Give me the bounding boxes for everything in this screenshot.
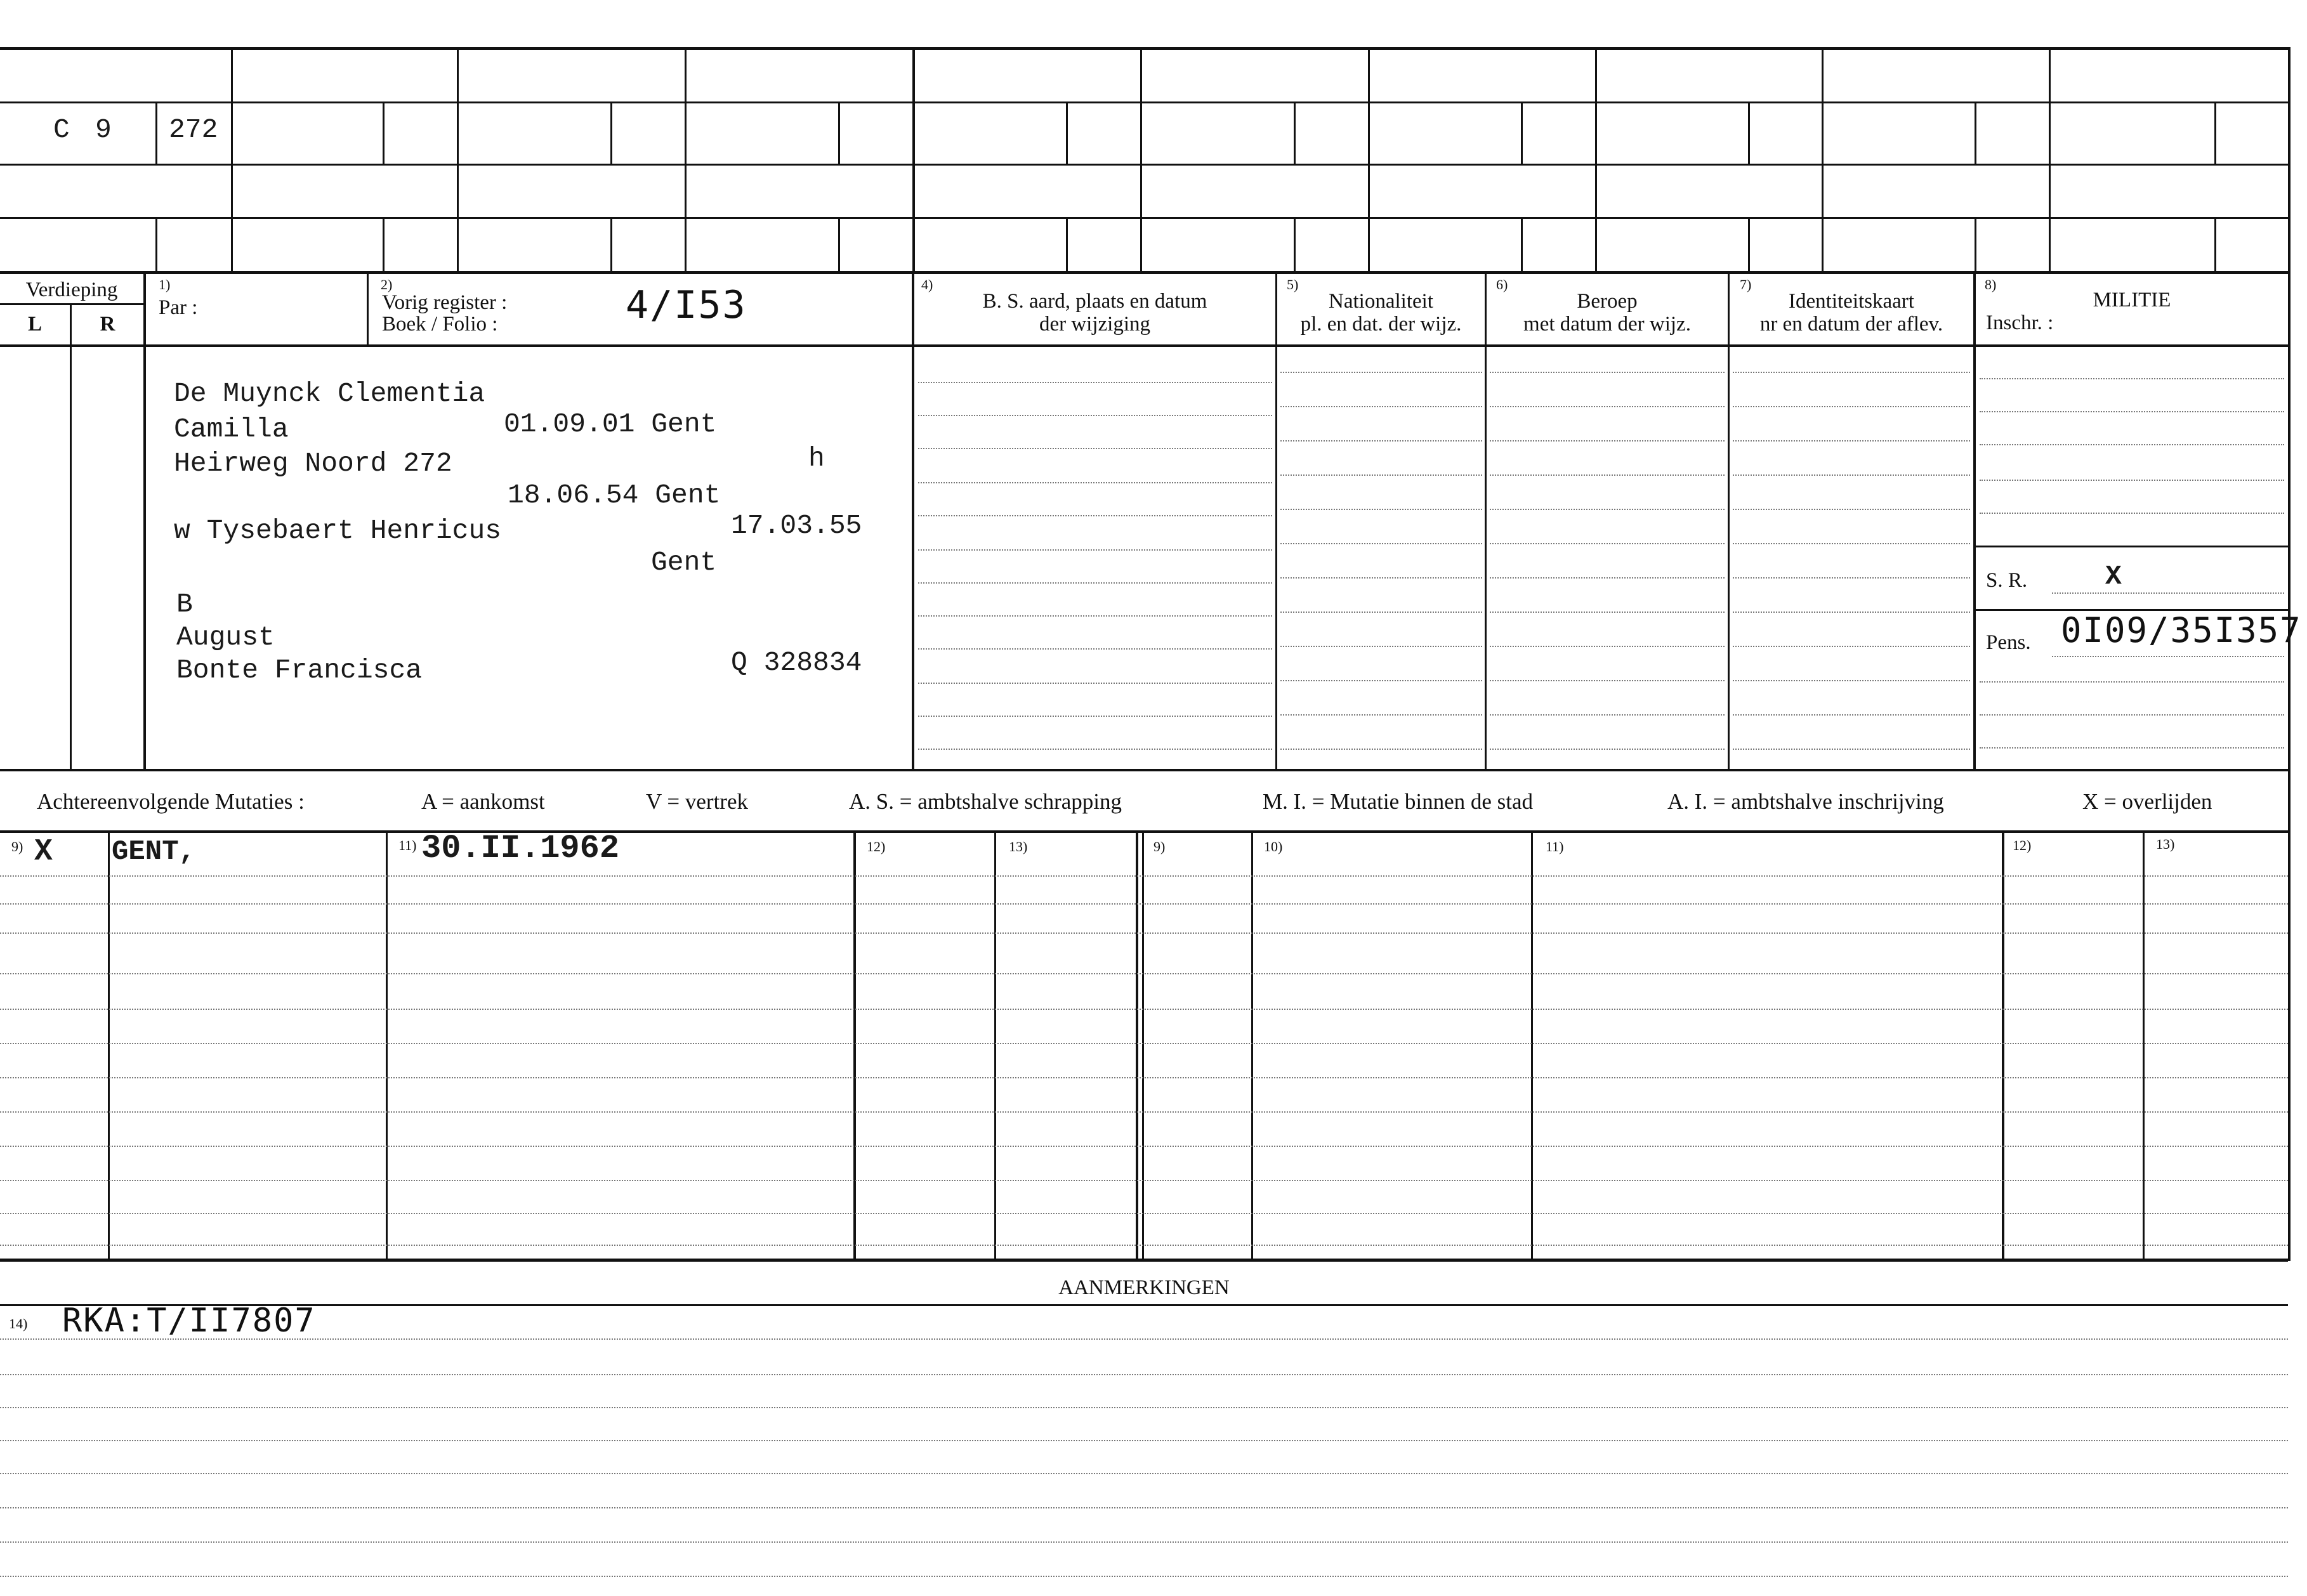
ident-sublabel: nr en datum der aflev.	[1759, 313, 1943, 336]
legend-mutatie: M. I. = Mutatie binnen de stad	[1263, 789, 1534, 814]
col-13b-num: 13)	[2156, 836, 2175, 852]
father-name: August	[176, 622, 275, 653]
mother-name: Bonte Francisca	[176, 655, 423, 686]
par-num: 1)	[159, 277, 171, 292]
card-number: 9	[95, 114, 112, 145]
birth-date: 01.09.01 Gent	[504, 409, 717, 440]
floor-left: L	[27, 313, 42, 336]
legend-overlijden: X = overlijden	[2082, 789, 2212, 814]
col-9b-num: 9)	[1154, 839, 1166, 854]
pens-value: 0I09/35I357	[2061, 610, 2302, 650]
col-12-num: 12)	[867, 839, 886, 854]
aanmerkingen-title: AANMERKINGEN	[1058, 1276, 1230, 1299]
bs-label: B. S. aard, plaats en datum	[982, 290, 1207, 313]
bs-num: 4)	[921, 277, 933, 292]
house-number: 272	[169, 114, 218, 145]
legend-inschrijving: A. I. = ambtshalve inschrijving	[1667, 789, 1944, 814]
aanmerkingen-text: RKA:T/II7807	[62, 1302, 316, 1340]
legend-aankomst: A = aankomst	[421, 789, 545, 814]
mark-h: h	[808, 443, 825, 474]
mutatie-date: 30.II.1962	[421, 830, 620, 867]
col-11-num: 11)	[398, 837, 417, 853]
address: Heirweg Noord 272	[174, 448, 452, 479]
beroep-sublabel: met datum der wijz.	[1523, 313, 1691, 336]
col-10-num: 10)	[1264, 839, 1283, 854]
card-letter: C	[53, 114, 70, 145]
spouse: w Tysebaert Henricus	[174, 515, 502, 546]
inschr-label: Inschr. :	[1986, 311, 2054, 334]
floor-title: Verdieping	[25, 278, 118, 301]
vorig-num: 2)	[381, 277, 393, 292]
aanmerkingen-num: 14)	[9, 1316, 28, 1331]
id-code: Q 328834	[731, 647, 862, 678]
par-label: Par :	[159, 296, 198, 319]
militie-title: MILITIE	[2093, 289, 2171, 311]
marriage-date: 18.06.54 Gent	[508, 480, 721, 511]
pens-label: Pens.	[1986, 631, 2031, 654]
b-code: B	[176, 589, 193, 620]
mutatie-type: X	[34, 835, 53, 869]
beroep-label: Beroep	[1577, 290, 1638, 313]
nat-label: Nationaliteit	[1329, 290, 1433, 313]
sr-label: S. R.	[1986, 569, 2028, 592]
vorig-label: Vorig register :	[382, 291, 508, 314]
ident-num: 7)	[1740, 277, 1752, 292]
ident-label: Identiteitskaart	[1789, 290, 1914, 313]
mutatie-place: GENT,	[112, 836, 196, 868]
boek-folio-label: Boek / Folio :	[382, 313, 498, 336]
col-11b-num: 11)	[1546, 839, 1564, 854]
militie-num: 8)	[1985, 277, 1997, 292]
col-12b-num: 12)	[2013, 837, 2032, 853]
bs-sublabel: der wijziging	[1039, 313, 1151, 336]
nat-num: 5)	[1287, 277, 1299, 292]
person-name: De Muynck Clementia	[174, 378, 485, 409]
legend-vertrek: V = vertrek	[646, 789, 748, 814]
legend-schrapping: A. S. = ambtshalve schrapping	[849, 789, 1122, 814]
widow-place: Gent	[651, 547, 717, 578]
vorig-value: 4/I53	[626, 283, 747, 327]
person-given-name: Camilla	[174, 414, 289, 445]
widow-date: 17.03.55	[731, 510, 862, 541]
nat-sublabel: pl. en dat. der wijz.	[1300, 313, 1462, 336]
beroep-num: 6)	[1496, 277, 1508, 292]
col-13-num: 13)	[1009, 839, 1028, 854]
mutaties-title: Achtereenvolgende Mutaties :	[37, 789, 305, 814]
col-9-num: 9)	[11, 839, 23, 854]
sr-value: X	[2105, 561, 2122, 592]
floor-right: R	[100, 313, 115, 336]
